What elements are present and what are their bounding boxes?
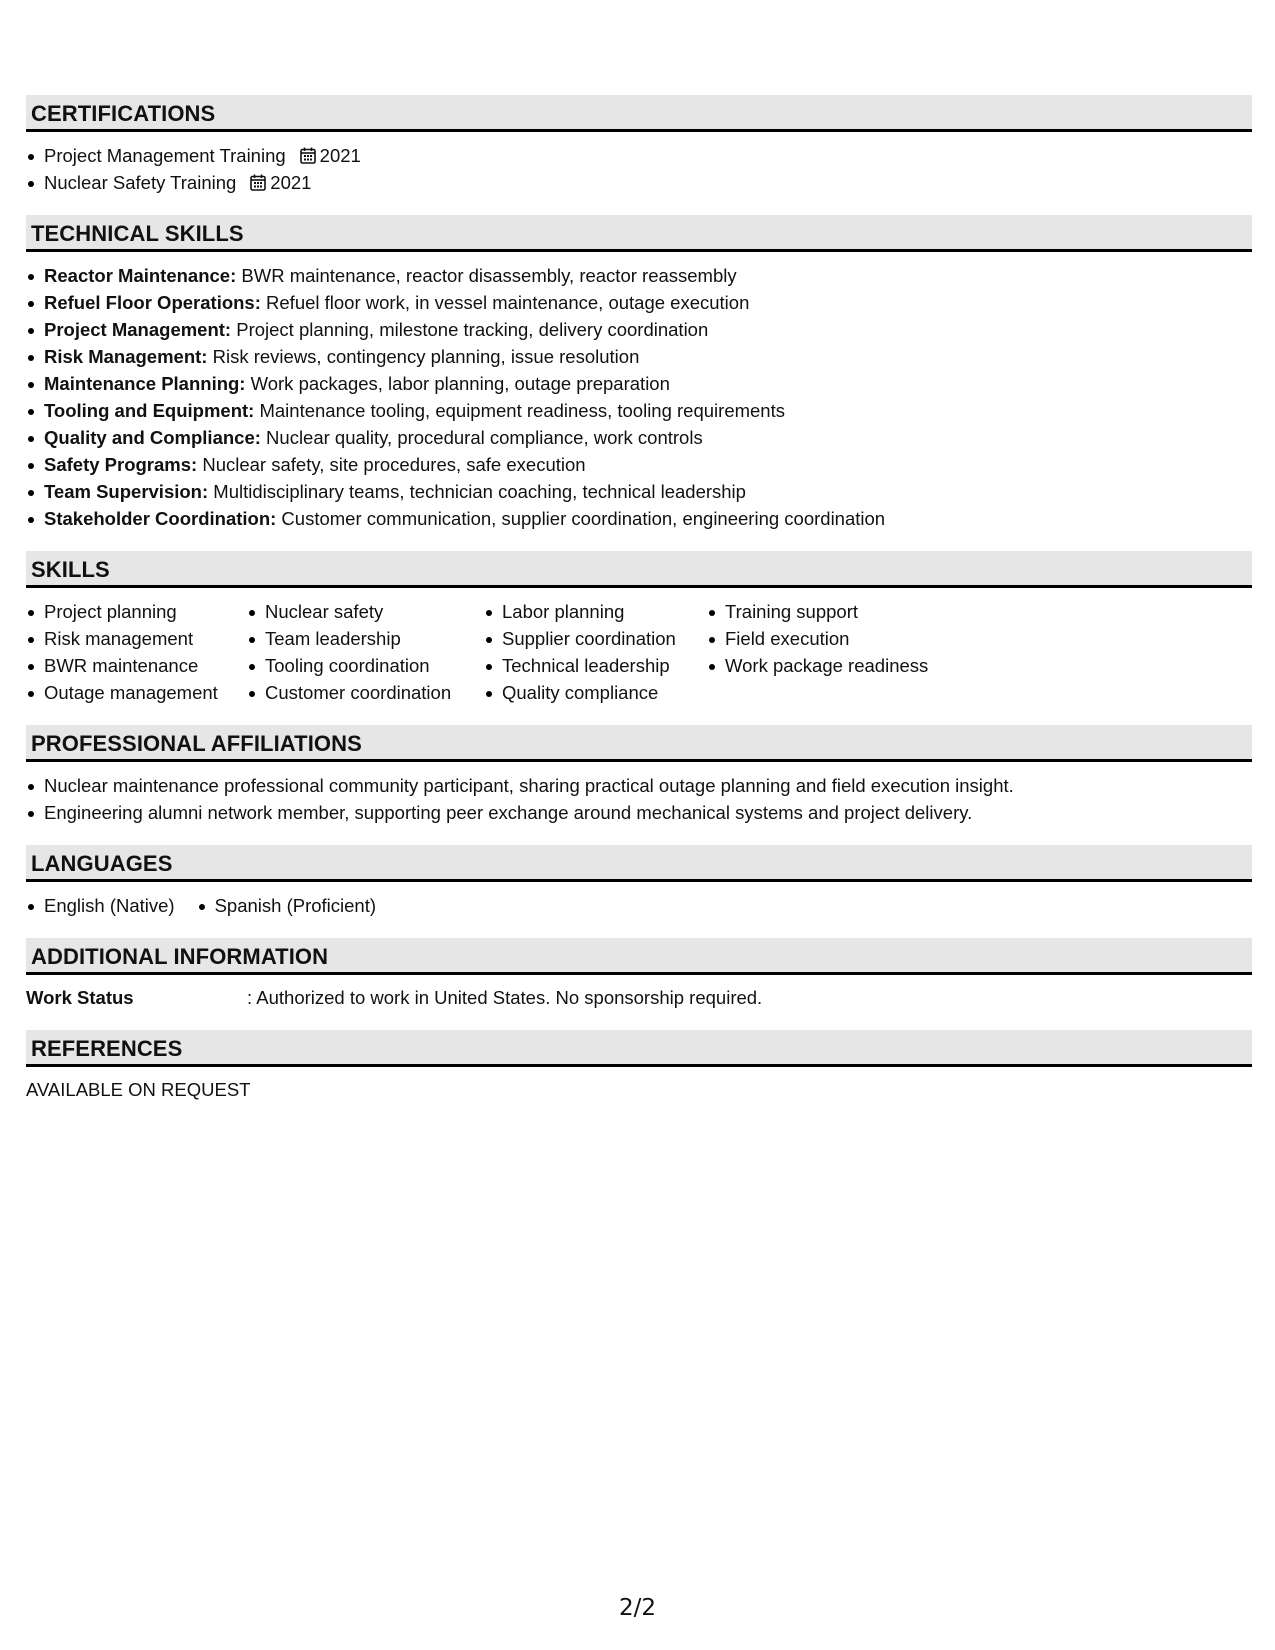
technical-skill-item [26, 316, 1252, 343]
skills-section [26, 551, 1252, 706]
technical-skill-item [26, 343, 1252, 370]
technical-skill-item [26, 505, 1252, 532]
section-heading: PROFESSIONAL AFFILIATIONS [26, 725, 1252, 762]
skill-text: Nuclear quality, procedural compliance, work controls [260, 427, 703, 448]
affiliations-list [26, 772, 1252, 826]
language-item: Spanish (Proficient) [197, 892, 376, 919]
skill-item: Training support [707, 598, 967, 625]
skill-text: Refuel floor work, in vessel maintenance, outage execution [260, 292, 750, 313]
certifications-list [26, 142, 1252, 196]
certification-year: 2021 [319, 145, 361, 166]
calendar-icon [300, 147, 316, 164]
section-heading: LANGUAGES [26, 845, 1252, 882]
skill-label: Risk Management: [44, 346, 208, 367]
skill-text: Nuclear safety, site procedures, safe execution [197, 454, 586, 475]
skill-item: Labor planning [484, 598, 707, 625]
references-section [26, 1030, 1252, 1103]
skill-text: Project planning, milestone tracking, delivery coordination [231, 319, 709, 340]
skill-item: Field execution [707, 625, 967, 652]
skill-item: Customer coordination [247, 679, 484, 706]
technical-skill-item [26, 451, 1252, 478]
skills-column [484, 598, 707, 706]
skill-item: Tooling coordination [247, 652, 484, 679]
technical-skill-item [26, 262, 1252, 289]
skill-item: Risk management [26, 625, 247, 652]
page-number: 2/2 [618, 1595, 656, 1621]
technical-skill-item [26, 478, 1252, 505]
certification-item [26, 142, 1252, 169]
certification-name: Project Management Training [44, 145, 286, 166]
resume-page [26, 95, 1252, 1122]
additional-info-section [26, 938, 1252, 1011]
section-heading: TECHNICAL SKILLS [26, 215, 1252, 252]
certification-item [26, 169, 1252, 196]
work-status-label: Work Status [26, 987, 134, 1008]
skills-column [26, 598, 247, 706]
work-status-value: : Authorized to work in United States. No sponsorship required. [247, 987, 763, 1008]
affiliation-item: Engineering alumni network member, supporting peer exchange around mechanical systems and project delivery. [26, 799, 1252, 826]
work-status-row [26, 985, 1252, 1011]
technical-skill-item [26, 424, 1252, 451]
skill-label: Maintenance Planning: [44, 373, 246, 394]
affiliation-item: Nuclear maintenance professional community participant, sharing practical outage planning and field execution insight. [26, 772, 1252, 799]
skill-item: Project planning [26, 598, 247, 625]
certifications-section [26, 95, 1252, 196]
skill-text: Risk reviews, contingency planning, issue resolution [207, 346, 640, 367]
skill-label: Stakeholder Coordination: [44, 508, 277, 529]
skill-label: Tooling and Equipment: [44, 400, 255, 421]
skill-label: Team Supervision: [44, 481, 209, 502]
skills-column [247, 598, 484, 706]
section-heading: SKILLS [26, 551, 1252, 588]
skill-item: Work package readiness [707, 652, 967, 679]
certification-name: Nuclear Safety Training [44, 172, 237, 193]
skill-item: Team leadership [247, 625, 484, 652]
certification-year: 2021 [270, 172, 312, 193]
skill-item: Quality compliance [484, 679, 707, 706]
section-heading: REFERENCES [26, 1030, 1252, 1067]
skills-column [707, 598, 967, 706]
skill-item: Outage management [26, 679, 247, 706]
skill-text: Maintenance tooling, equipment readiness, tooling requirements [254, 400, 785, 421]
technical-skills-list [26, 262, 1252, 532]
technical-skill-item [26, 397, 1252, 424]
skill-item: Supplier coordination [484, 625, 707, 652]
skill-label: Quality and Compliance: [44, 427, 261, 448]
skill-text: Customer communication, supplier coordination, engineering coordination [276, 508, 886, 529]
skill-label: Project Management: [44, 319, 232, 340]
skills-grid [26, 598, 1252, 706]
skill-item: BWR maintenance [26, 652, 247, 679]
language-item: English (Native) [26, 892, 175, 919]
section-heading: CERTIFICATIONS [26, 95, 1252, 132]
skill-label: Safety Programs: [44, 454, 198, 475]
skill-item: Nuclear safety [247, 598, 484, 625]
technical-skill-item [26, 370, 1252, 397]
skill-item: Technical leadership [484, 652, 707, 679]
calendar-icon [250, 174, 266, 191]
skill-label: Refuel Floor Operations: [44, 292, 261, 313]
skill-text: Multidisciplinary teams, technician coaching, technical leadership [208, 481, 746, 502]
affiliations-section [26, 725, 1252, 826]
skill-text: BWR maintenance, reactor disassembly, reactor reassembly [236, 265, 737, 286]
skill-label: Reactor Maintenance: [44, 265, 237, 286]
references-text: AVAILABLE ON REQUEST [26, 1079, 251, 1100]
skill-text: Work packages, labor planning, outage preparation [245, 373, 670, 394]
languages-section [26, 845, 1252, 919]
section-heading: ADDITIONAL INFORMATION [26, 938, 1252, 975]
technical-skills-section [26, 215, 1252, 532]
technical-skill-item [26, 289, 1252, 316]
languages-list [26, 892, 1252, 919]
